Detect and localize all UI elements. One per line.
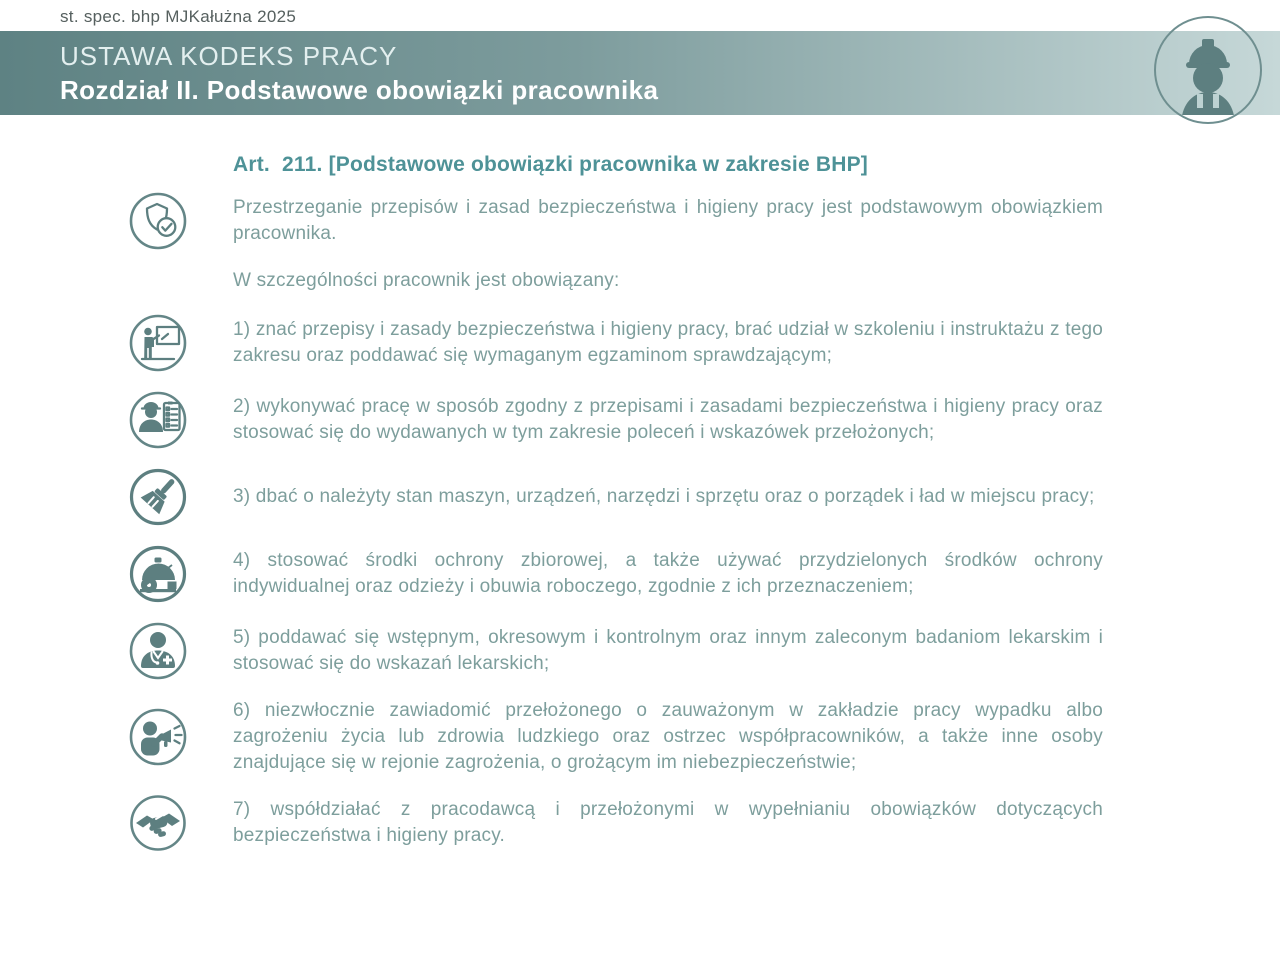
item-row bbox=[0, 698, 1120, 776]
page-title: USTAWA KODEKS PRACY bbox=[60, 41, 398, 71]
item-paragraph: 1) znać przepisy i zasady bezpieczeństwa i higieny pracy, brać udział w szkoleniu i instruktażu z tego zakresu oraz poddawać się wymaganym egzaminom sprawdzającym; bbox=[233, 319, 1103, 366]
intro-paragraph: Przestrzeganie przepisów i zasad bezpieczeństwa i higieny pracy jest podstawowym obowiązkiem pracownika. bbox=[233, 197, 1103, 244]
training-board-icon bbox=[128, 313, 188, 373]
article-title-row bbox=[0, 153, 1120, 177]
header-banner bbox=[0, 31, 1280, 115]
hardhat-saw-icon bbox=[128, 544, 188, 604]
doctor-icon bbox=[128, 621, 188, 681]
handshake-icon bbox=[128, 793, 188, 853]
item-paragraph: 5) poddawać się wstępnym, okresowym i kontrolnym oraz innym zaleconym badaniom lekarskim i stosować się do wskazań lekarskich; bbox=[233, 627, 1103, 674]
article-title: Art. 211. [Podstawowe obowiązki pracownika w zakresie BHP] bbox=[233, 153, 868, 176]
item-row bbox=[0, 313, 1120, 373]
item-row bbox=[0, 793, 1120, 853]
page-subtitle: Rozdział II. Podstawowe obowiązki pracownika bbox=[60, 75, 659, 105]
lead-paragraph: W szczególności pracownik jest obowiązany: bbox=[233, 270, 620, 291]
lead-row bbox=[0, 268, 1120, 294]
watermark-text: st. spec. bhp MJKałużna 2025 bbox=[60, 7, 297, 26]
megaphone-person-icon bbox=[128, 707, 188, 767]
item-row bbox=[0, 467, 1120, 527]
item-row bbox=[0, 544, 1120, 604]
item-paragraph: 4) stosować środki ochrony zbiorowej, a także używać przydzielonych środków ochrony indywidualnej oraz odzieży i obuwia roboczego, zgodnie z ich przeznaczeniem; bbox=[233, 550, 1103, 597]
worker-checklist-icon bbox=[128, 390, 188, 450]
item-paragraph: 7) współdziałać z pracodawcą i przełożonymi w wypełnianiu obowiązków dotyczących bezpieczeństwa i higieny pracy. bbox=[233, 799, 1103, 846]
item-row bbox=[0, 390, 1120, 450]
item-paragraph: 3) dbać o należyty stan maszyn, urządzeń, narzędzi i sprzętu oraz o porządek i ład w miejscu pracy; bbox=[233, 486, 1095, 507]
broom-icon bbox=[128, 467, 188, 527]
worker-badge-ring bbox=[1154, 16, 1262, 124]
item-paragraph: 2) wykonywać pracę w sposób zgodny z przepisami i zasadami bezpieczeństwa i higieny pracy oraz stosować się do wydawanych w tym zakresie poleceń i wskazówek przełożonych; bbox=[233, 396, 1103, 443]
item-paragraph: 6) niezwłocznie zawiadomić przełożonego o zauważonym w zakładzie pracy wypadku albo zagrożeniu życia lub zdrowia ludzkiego oraz ostrzec współpracowników, a także inne osoby znajdujące się w rejonie zagrożenia, o grożącym im niebezpieczeństwie; bbox=[233, 700, 1103, 773]
item-row bbox=[0, 621, 1120, 681]
article-body bbox=[0, 153, 1120, 870]
intro-row bbox=[0, 191, 1120, 251]
shield-check-icon bbox=[128, 191, 188, 251]
